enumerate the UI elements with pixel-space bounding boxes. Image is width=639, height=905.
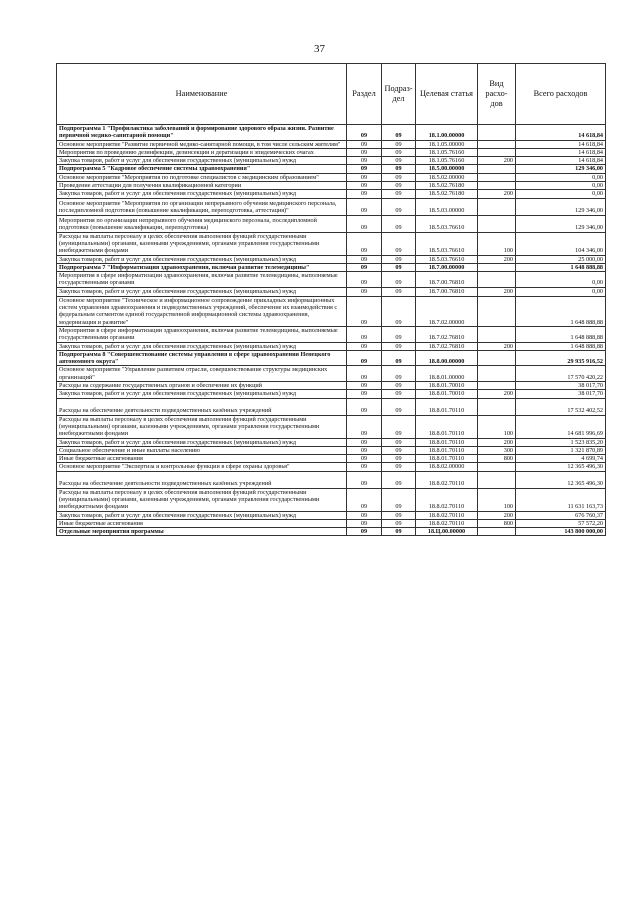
table-cell-target-article: 18.8.02.70110 [416,488,478,511]
table-cell-subsection: 09 [382,157,416,165]
table-row [57,390,606,398]
table-cell-total: 12 365 496,30 [516,471,606,488]
table-cell-name: Основное мероприятие "Техническое и информационное сопровождение прикладных информационных систем управления здравоохранения и подведомственных учреждений, обеспечение их взаимодействия с федеральным сегментом единой государственной информационной системы здравоохранения, модернизация и развитие" [57,296,347,326]
table-cell-subsection: 09 [382,382,416,390]
table-cell-expense-type: 100 [478,415,516,438]
table-cell-section: 09 [347,232,382,255]
table-cell-section: 09 [347,519,382,527]
table-cell-name: Расходы на обеспечение деятельности подведомственных казённых учреждений [57,398,347,415]
table-cell-expense-type: 200 [478,438,516,446]
table-cell-section: 09 [347,382,382,390]
table-cell-subsection: 09 [382,287,416,296]
table-cell-subsection: 09 [382,398,416,415]
table-cell-expense-type: 200 [478,342,516,350]
table-cell-section: 09 [347,255,382,263]
table-cell-total: 0,00 [516,182,606,190]
table-row [57,528,606,536]
table-cell-subsection: 09 [382,463,416,471]
table-cell-section: 09 [347,471,382,488]
table-row [57,263,606,271]
table-cell-target-article: 18.8.01.70110 [416,446,478,454]
table-cell-subsection: 09 [382,190,416,198]
table-cell-name: Основное мероприятие "Мероприятия по подготовке специалистов с медицинским образованием" [57,173,347,181]
table-cell-total: 0,00 [516,272,606,288]
table-cell-total: 29 935 916,52 [516,350,606,366]
table-cell-section: 09 [347,455,382,463]
table-cell-target-article: 18.7.02.76810 [416,342,478,350]
table-cell-expense-type: 100 [478,488,516,511]
table-cell-section: 09 [347,398,382,415]
table-cell-name: Отдельные мероприятия программы [57,528,347,536]
table-cell-expense-type: 800 [478,519,516,527]
table-cell-total: 11 631 163,73 [516,488,606,511]
table-cell-section: 09 [347,326,382,342]
table-cell-total: 38 017,70 [516,382,606,390]
table-cell-total: 12 365 496,30 [516,463,606,471]
table-cell-total: 17 570 420,22 [516,366,606,382]
table-cell-name: Подпрограмма 1 "Профилактика заболеваний и формирование здорового образа жизни. Развитие первичной медико-санитарной помощи" [57,125,347,141]
table-cell-expense-type: 100 [478,232,516,255]
table-cell-total: 676 760,37 [516,511,606,519]
table-row [57,350,606,366]
table-row [57,342,606,350]
table-cell-target-article: 18.8.01.70010 [416,390,478,398]
table-row [57,190,606,198]
table-cell-target-article: 18.7.02.00000 [416,296,478,326]
header-section: Раздел [347,64,382,125]
table-cell-name: Расходы на выплаты персоналу в целях обеспечения выполнения функций государственными (муниципальными) органами, казенными учреждениями, органами управления государственными внебюджетными фондами [57,488,347,511]
table-cell-total: 14 618,84 [516,157,606,165]
table-cell-name: Закупка товаров, работ и услуг для обеспечения государственных (муниципальных) нужд [57,390,347,398]
table-cell-total: 129 346,00 [516,215,606,232]
table-row [57,382,606,390]
table-cell-total: 17 532 402,52 [516,398,606,415]
table-row [57,519,606,527]
table-cell-subsection: 09 [382,471,416,488]
table-cell-section: 09 [347,190,382,198]
table-cell-name: Основное мероприятие "Управление развитием отрасли, совершенствование структуры медицинских организаций" [57,366,347,382]
table-cell-total: 1 648 888,88 [516,342,606,350]
table-cell-total: 0,00 [516,287,606,296]
table-cell-name: Расходы на обеспечение деятельности подведомственных казённых учреждений [57,471,347,488]
table-cell-total: 1 648 888,88 [516,263,606,271]
table-row [57,165,606,173]
table-cell-expense-type: 200 [478,511,516,519]
table-cell-name: Социальное обеспечение и иные выплаты населению [57,446,347,454]
table-cell-subsection: 09 [382,438,416,446]
table-cell-target-article: 18.8.01.70110 [416,438,478,446]
table-cell-section: 09 [347,173,382,181]
table-cell-section: 09 [347,157,382,165]
table-cell-expense-type [478,173,516,181]
table-cell-target-article: 18.Ц.00.00000 [416,528,478,536]
table-row [57,488,606,511]
table-row [57,215,606,232]
table-cell-section: 09 [347,438,382,446]
table-cell-name: Иные бюджетные ассигнования [57,519,347,527]
table-cell-subsection: 09 [382,255,416,263]
table-cell-target-article: 18.5.03.76610 [416,232,478,255]
table-cell-section: 09 [347,446,382,454]
table-cell-name: Основное мероприятие "Развитие первичной медико-санитарной помощи, в том числе сельским жителям" [57,140,347,148]
table-cell-section: 09 [347,415,382,438]
table-cell-name: Иные бюджетные ассигнования [57,455,347,463]
table-cell-section: 09 [347,488,382,511]
table-header-row [57,64,606,125]
table-cell-total: 1 523 835,20 [516,438,606,446]
table-cell-subsection: 09 [382,125,416,141]
table-cell-name: Проведение аттестации для получения квалификационной категории [57,182,347,190]
table-cell-target-article: 18.8.02.70110 [416,511,478,519]
table-cell-expense-type [478,165,516,173]
table-cell-total: 0,00 [516,190,606,198]
table-cell-total: 38 017,70 [516,390,606,398]
table-cell-total: 25 000,00 [516,255,606,263]
table-cell-target-article: 18.5.02.76180 [416,190,478,198]
table-cell-expense-type [478,140,516,148]
table-cell-subsection: 09 [382,390,416,398]
table-cell-expense-type: 200 [478,390,516,398]
table-cell-section: 09 [347,140,382,148]
table-cell-section: 09 [347,198,382,215]
table-cell-target-article: 18.8.01.70110 [416,455,478,463]
table-row [57,398,606,415]
table-cell-expense-type [478,148,516,156]
table-cell-subsection: 09 [382,455,416,463]
table-cell-expense-type [478,198,516,215]
table-cell-name: Закупка товаров, работ и услуг для обеспечения государственных (муниципальных) нужд [57,511,347,519]
table-cell-target-article: 18.1.05.00000 [416,140,478,148]
table-cell-section: 09 [347,350,382,366]
table-row [57,148,606,156]
table-cell-subsection: 09 [382,140,416,148]
table-cell-target-article: 18.8.02.00000 [416,463,478,471]
table-cell-expense-type [478,263,516,271]
table-cell-target-article: 18.5.03.76610 [416,255,478,263]
table-cell-expense-type [478,463,516,471]
table-cell-target-article: 18.8.02.70110 [416,519,478,527]
table-cell-section: 09 [347,463,382,471]
table-cell-target-article: 18.7.00.76810 [416,272,478,288]
table-cell-section: 09 [347,296,382,326]
table-row [57,455,606,463]
table-row [57,125,606,141]
table-cell-total: 14 681 996,69 [516,415,606,438]
table-cell-total: 104 346,00 [516,232,606,255]
table-cell-target-article: 18.7.00.00000 [416,263,478,271]
table-cell-expense-type [478,398,516,415]
table-cell-section: 09 [347,287,382,296]
table-cell-target-article: 18.8.01.00000 [416,366,478,382]
table-cell-name: Закупка товаров, работ и услуг для обеспечения государственных (муниципальных) нужд [57,157,347,165]
table-cell-name: Закупка товаров, работ и услуг для обеспечения государственных (муниципальных) нужд [57,255,347,263]
table-cell-subsection: 09 [382,148,416,156]
table-cell-total: 129 346,00 [516,165,606,173]
table-cell-section: 09 [347,215,382,232]
table-cell-subsection: 09 [382,263,416,271]
table-cell-expense-type: 200 [478,190,516,198]
table-cell-subsection: 09 [382,528,416,536]
table-cell-name: Закупка товаров, работ и услуг для обеспечения государственных (муниципальных) нужд [57,190,347,198]
table-cell-total: 129 346,00 [516,198,606,215]
table-cell-name: Основное мероприятие "Экспертиза и контрольные функции в сфере охраны здоровья" [57,463,347,471]
table-cell-expense-type [478,528,516,536]
table-cell-name: Мероприятия по проведению дезинфекции, дезинсекции и дератизации в эпидемических очагах [57,148,347,156]
table-cell-total: 14 618,84 [516,148,606,156]
table-cell-target-article: 18.8.02.70110 [416,471,478,488]
table-cell-target-article: 18.7.02.76810 [416,326,478,342]
table-cell-section: 09 [347,263,382,271]
table-cell-target-article: 18.5.03.76610 [416,215,478,232]
table-row [57,326,606,342]
table-cell-subsection: 09 [382,198,416,215]
table-cell-expense-type: 200 [478,157,516,165]
table-cell-name: Подпрограмма 7 "Информатизация здравоохранения, включая развитие телемедицины" [57,263,347,271]
table-cell-total: 4 699,74 [516,455,606,463]
table-cell-expense-type: 300 [478,446,516,454]
header-subsection: Подраз-дел [382,64,416,125]
header-total: Всего расходов [516,64,606,125]
table-cell-subsection: 09 [382,182,416,190]
table-cell-subsection: 09 [382,415,416,438]
table-cell-total: 1 321 870,89 [516,446,606,454]
table-row [57,255,606,263]
table-cell-subsection: 09 [382,173,416,181]
table-cell-section: 09 [347,165,382,173]
table-cell-expense-type [478,471,516,488]
table-cell-total: 0,00 [516,173,606,181]
table-cell-subsection: 09 [382,326,416,342]
table-cell-target-article: 18.5.02.76180 [416,182,478,190]
table-row [57,415,606,438]
table-cell-name: Мероприятия в сфере информатизации здравоохранения, включая развитие телемедицины, выполняемые государственными органами [57,272,347,288]
table-cell-section: 09 [347,511,382,519]
table-cell-total: 1 648 888,88 [516,326,606,342]
table-cell-expense-type: 200 [478,287,516,296]
table-cell-name: Подпрограмма 8 "Совершенствование системы управления в сфере здравоохранения Ненецкого автономного округа" [57,350,347,366]
table-cell-expense-type [478,182,516,190]
table-cell-section: 09 [347,182,382,190]
table-cell-subsection: 09 [382,232,416,255]
table-cell-section: 09 [347,272,382,288]
table-cell-expense-type: 200 [478,255,516,263]
header-expense-type: Вид расхо-дов [478,64,516,125]
table-row [57,366,606,382]
table-cell-target-article: 18.7.00.76810 [416,287,478,296]
table-row [57,296,606,326]
table-cell-target-article: 18.1.00.00000 [416,125,478,141]
table-cell-total: 143 800 000,00 [516,528,606,536]
table-cell-target-article: 18.8.01.70110 [416,415,478,438]
table-cell-name: Основное мероприятие "Мероприятия по организации непрерывного обучения медицинского персонала, последипломной подготовки (повышение квалификации, переподготовка, аттестация)" [57,198,347,215]
table-cell-target-article: 18.1.05.76160 [416,148,478,156]
table-cell-expense-type [478,366,516,382]
table-cell-subsection: 09 [382,272,416,288]
table-cell-total: 57 572,20 [516,519,606,527]
table-cell-name: Расходы на содержание государственных органов и обеспечение их функций [57,382,347,390]
table-row [57,511,606,519]
table-cell-name: Закупка товаров, работ и услуг для обеспечения государственных (муниципальных) нужд [57,438,347,446]
table-cell-name: Закупка товаров, работ и услуг для обеспечения государственных (муниципальных) нужд [57,287,347,296]
table-cell-section: 09 [347,366,382,382]
header-name: Наименование [57,64,347,125]
table-cell-expense-type [478,272,516,288]
table-row [57,157,606,165]
table-cell-subsection: 09 [382,342,416,350]
table-cell-target-article: 18.5.02.00000 [416,173,478,181]
table-row [57,446,606,454]
table-cell-name: Расходы на выплаты персоналу в целях обеспечения выполнения функций государственными (муниципальными) органами, казенными учреждениями, органами управления государственными внебюджетными фондами [57,232,347,255]
table-row [57,471,606,488]
table-cell-total: 14 618,84 [516,125,606,141]
table-body [57,125,606,536]
page-number: 37 [314,43,325,55]
table-row [57,198,606,215]
table-row [57,438,606,446]
table-row [57,272,606,288]
table-cell-subsection: 09 [382,296,416,326]
table-cell-expense-type [478,125,516,141]
table-row [57,287,606,296]
table-cell-section: 09 [347,342,382,350]
table-cell-total: 1 648 888,88 [516,296,606,326]
table-cell-subsection: 09 [382,165,416,173]
table-cell-expense-type [478,326,516,342]
table-cell-name: Мероприятия по организации непрерывного обучения медицинского персонала, последипломной подготовки (повышение квалификации, переподготовка) [57,215,347,232]
table-cell-name: Мероприятия в сфере информатизации здравоохранения, включая развитие телемедицины, выполняемые государственными органами [57,326,347,342]
table-cell-section: 09 [347,528,382,536]
table-cell-name: Закупка товаров, работ и услуг для обеспечения государственных (муниципальных) нужд [57,342,347,350]
table-cell-subsection: 09 [382,215,416,232]
table-cell-subsection: 09 [382,350,416,366]
table-cell-subsection: 09 [382,519,416,527]
table-cell-target-article: 18.5.03.00000 [416,198,478,215]
table-cell-target-article: 18.8.01.70110 [416,398,478,415]
table-cell-name: Расходы на выплаты персоналу в целях обеспечения выполнения функций государственными (муниципальными) органами, казенными учреждениями, органами управления государственными внебюджетными фондами [57,415,347,438]
table-cell-subsection: 09 [382,488,416,511]
table-cell-section: 09 [347,148,382,156]
table-cell-section: 09 [347,125,382,141]
table-row [57,173,606,181]
table-cell-expense-type: 800 [478,455,516,463]
table-cell-expense-type [478,382,516,390]
table-row [57,232,606,255]
table-row [57,463,606,471]
table-cell-expense-type [478,215,516,232]
table-row [57,182,606,190]
header-target-article: Целевая статья [416,64,478,125]
table-cell-name: Подпрограмма 5 "Кадровое обеспечение системы здравоохранения" [57,165,347,173]
table-cell-target-article: 18.5.00.00000 [416,165,478,173]
budget-table [56,63,606,536]
table-row [57,140,606,148]
table-cell-expense-type [478,296,516,326]
table-cell-target-article: 18.8.01.70010 [416,382,478,390]
table-cell-target-article: 18.1.05.76160 [416,157,478,165]
table-cell-subsection: 09 [382,511,416,519]
table-cell-total: 14 618,84 [516,140,606,148]
table-cell-expense-type [478,350,516,366]
table-cell-subsection: 09 [382,366,416,382]
table-cell-target-article: 18.8.00.00000 [416,350,478,366]
table-cell-section: 09 [347,390,382,398]
table-cell-subsection: 09 [382,446,416,454]
